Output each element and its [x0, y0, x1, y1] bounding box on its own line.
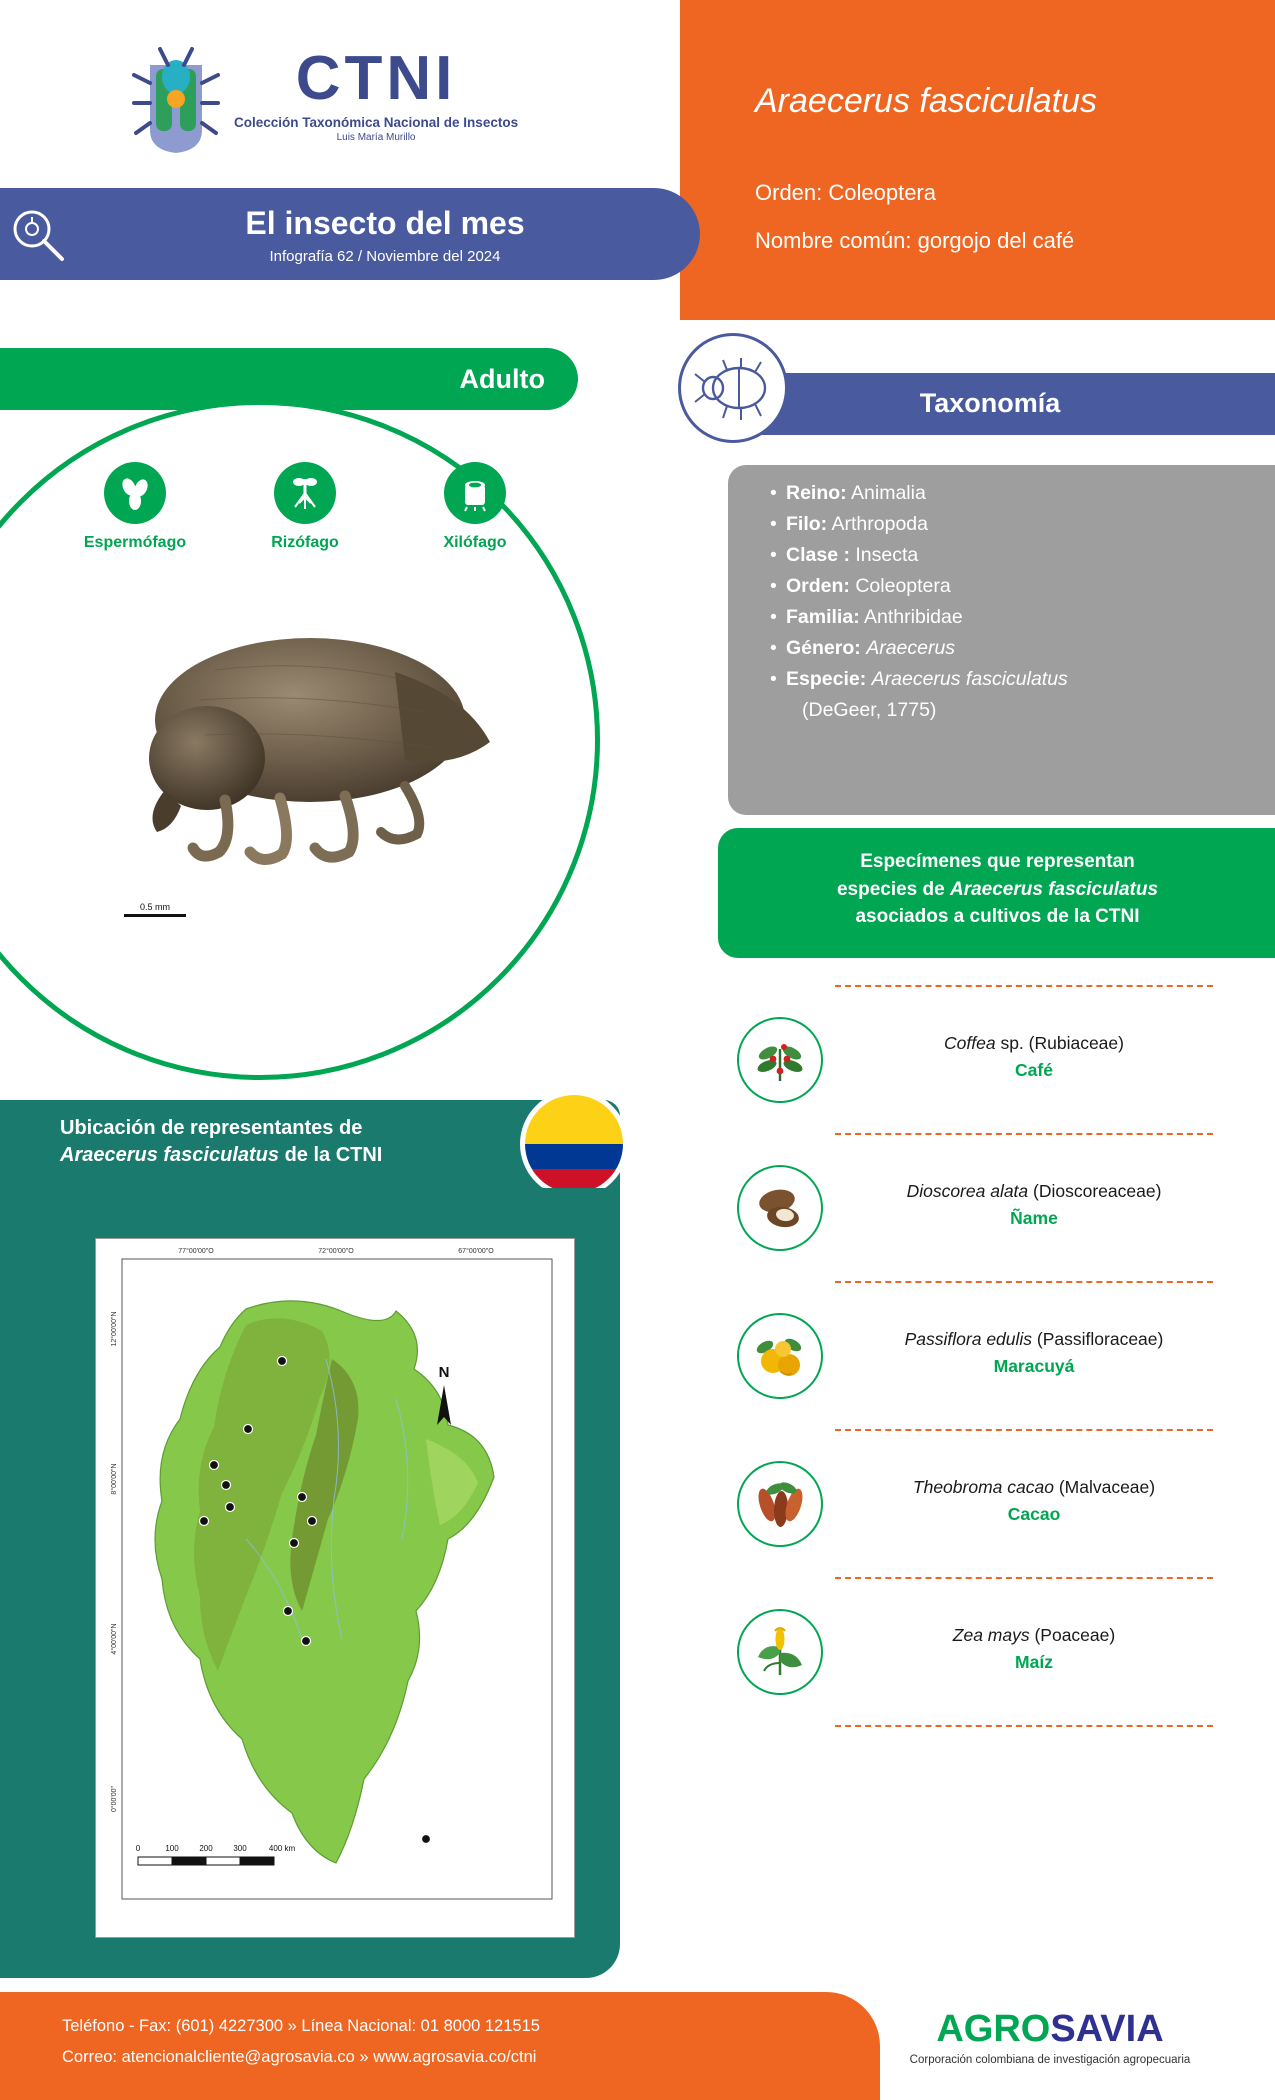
crop-genus-species: Dioscorea alata	[906, 1181, 1029, 1201]
crop-scientific-name	[845, 1625, 1223, 1646]
agrosavia-word-part1: AGRO	[936, 2008, 1051, 2050]
svg-text:N: N	[438, 1364, 450, 1381]
crop-genus-species: Theobroma cacao	[912, 1477, 1054, 1497]
crop-scientific-name	[845, 1181, 1223, 1202]
taxonomy-item-especie	[770, 664, 1260, 726]
occurrence-point	[222, 1481, 231, 1490]
crop-divider	[835, 985, 1213, 987]
crop-common-name: Maíz	[1015, 1652, 1053, 1672]
seed-icon	[104, 462, 166, 524]
passionfruit-icon	[737, 1313, 823, 1399]
taxonomy-value: Animalia	[851, 482, 926, 504]
crop-common-name: Maracuyá	[993, 1356, 1075, 1376]
cacao-icon	[737, 1461, 823, 1547]
occurrence-point	[302, 1637, 311, 1646]
taxonomy-rank: Género:	[786, 637, 861, 659]
occurrence-point	[290, 1539, 299, 1548]
beetle-outline-icon	[678, 333, 788, 443]
list-item	[845, 1577, 1245, 1725]
feeding-habit-espermofago	[60, 462, 210, 552]
coffee-plant-icon	[737, 1017, 823, 1103]
agrosavia-logo	[880, 2008, 1220, 2066]
scale-bar-label: 0.5 mm	[139, 902, 170, 912]
crop-genus-species: Passiflora edulis	[904, 1329, 1033, 1349]
svg-text:400 km: 400 km	[268, 1844, 296, 1853]
crop-common-name: Café	[1015, 1060, 1053, 1080]
map-lat-tick: 12°00'00"N	[111, 1311, 118, 1347]
header-right-orange-panel	[680, 0, 1275, 320]
taxonomy-rank: Clase :	[786, 544, 850, 566]
taxonomy-list	[770, 478, 1260, 726]
taxonomy-rank: Reino:	[786, 482, 847, 504]
flag-stripe-yellow	[525, 1095, 623, 1144]
crop-divider	[835, 1429, 1213, 1431]
crop-family: (Malvaceae)	[1053, 1477, 1156, 1497]
adult-beetle-photo	[95, 600, 525, 900]
wood-log-icon	[444, 462, 506, 524]
specimens-heading-species: Araecerus fasciculatus	[949, 878, 1159, 900]
logo-acronym: CTNI	[295, 43, 457, 113]
crop-common-name: Cacao	[1007, 1504, 1061, 1524]
footer-orange-panel	[0, 1992, 880, 2100]
crop-divider	[835, 1577, 1213, 1579]
taxonomy-rank: Familia:	[786, 606, 860, 628]
occurrence-point	[298, 1493, 307, 1502]
maize-icon	[737, 1609, 823, 1695]
scale-bar-line	[124, 914, 186, 917]
species-order-line: Orden: Coleoptera	[755, 180, 936, 205]
map-title-line2-rest: de la CTNI	[279, 1144, 383, 1166]
specimens-heading-line2-pre: especies de	[836, 878, 950, 900]
taxonomy-value: Araecerus fasciculatus	[871, 668, 1068, 690]
list-item	[845, 985, 1245, 1133]
svg-text:100: 100	[165, 1844, 179, 1853]
taxonomy-value: Coleoptera	[855, 575, 951, 597]
taxonomy-item-clase	[770, 540, 1260, 571]
map-lat-tick: 0°00'00"	[111, 1785, 118, 1813]
taxonomy-value: Araecerus	[866, 637, 956, 659]
feeding-habit-label: Espermófago	[83, 534, 187, 551]
taxonomy-item-filo	[770, 509, 1260, 540]
occurrence-point	[278, 1357, 287, 1366]
colombia-distribution-map	[95, 1238, 575, 1938]
crop-genus-species: Zea mays	[952, 1625, 1030, 1645]
root-icon	[274, 462, 336, 524]
svg-text:300: 300	[233, 1844, 247, 1853]
adulto-section-title: Adulto	[459, 364, 545, 394]
taxonomy-value: Anthribidae	[864, 606, 963, 628]
crop-family: (Poaceae)	[1029, 1625, 1116, 1645]
map-title-line1: Ubicación de representantes de	[60, 1117, 363, 1139]
crop-scientific-name	[845, 1477, 1223, 1498]
map-lat-tick: 4°00'00"N	[111, 1623, 118, 1655]
occurrence-point	[210, 1461, 219, 1470]
occurrence-point	[308, 1517, 317, 1526]
occurrence-point	[200, 1517, 209, 1526]
yam-icon	[737, 1165, 823, 1251]
taxonomy-item-genero	[770, 633, 1260, 664]
logo-subtitle-2: Luis María Murillo	[336, 131, 416, 143]
list-item	[845, 1133, 1245, 1281]
taxonomy-author-citation: (DeGeer, 1775)	[802, 699, 937, 721]
magnifier-icon	[8, 205, 70, 267]
associated-crops-list	[845, 985, 1245, 1725]
flag-stripe-blue	[525, 1144, 623, 1169]
feeding-habit-xilofago	[400, 462, 550, 552]
map-lon-tick: 77°00'00"O	[178, 1248, 214, 1255]
svg-text:0: 0	[135, 1844, 141, 1853]
colombia-flag-icon	[520, 1090, 628, 1198]
feeding-habits-group	[60, 462, 550, 552]
footer-contact-email: Correo: atencionalcliente@agrosavia.co » www.agrosavia.co/ctni	[62, 2048, 537, 2066]
map-lon-tick: 72°00'00"O	[318, 1248, 354, 1255]
beetle-logo-icon	[130, 35, 222, 155]
feeding-habit-label: Rizófago	[271, 534, 339, 551]
page-subtitle: Infografía 62 / Noviembre del 2024	[269, 248, 501, 265]
feeding-habit-rizofago	[230, 462, 380, 552]
map-lat-tick: 8°00'00"N	[111, 1463, 118, 1495]
crop-family: (Passifloraceae)	[1032, 1329, 1164, 1349]
taxonomy-item-orden	[770, 571, 1260, 602]
agrosavia-wordmark	[880, 2008, 1220, 2051]
occurrence-point	[284, 1607, 293, 1616]
crop-common-name: Ñame	[1010, 1208, 1058, 1228]
map-title	[60, 1115, 480, 1169]
taxonomy-rank: Especie:	[786, 668, 867, 690]
crop-family: sp. (Rubiaceae)	[995, 1033, 1124, 1053]
occurrence-point	[244, 1425, 253, 1434]
page-title: El insecto del mes	[245, 205, 525, 241]
taxonomy-value: Arthropoda	[831, 513, 928, 535]
occurrence-point	[422, 1835, 431, 1844]
crop-divider	[835, 1281, 1213, 1283]
list-item	[845, 1429, 1245, 1577]
crop-divider	[835, 1725, 1213, 1727]
species-common-name-line: Nombre común: gorgojo del café	[755, 228, 1075, 253]
list-item	[845, 1281, 1245, 1429]
svg-text:200: 200	[199, 1844, 213, 1853]
crop-genus-species: Coffea	[944, 1033, 996, 1053]
specimens-heading-line1: Especímenes que representan	[860, 851, 1135, 872]
agrosavia-tagline: Corporación colombiana de investigación agropecuaria	[909, 2054, 1191, 2066]
map-title-species: Araecerus fasciculatus	[60, 1144, 280, 1166]
taxonomy-item-reino	[770, 478, 1260, 509]
occurrence-point	[226, 1503, 235, 1512]
taxonomy-rank: Orden:	[786, 575, 850, 597]
crop-scientific-name	[845, 1033, 1223, 1054]
taxonomy-title: Taxonomía	[919, 388, 1061, 418]
taxonomy-value: Insecta	[855, 544, 919, 566]
feeding-habit-label: Xilófago	[443, 534, 507, 551]
ctni-logo	[130, 25, 590, 165]
logo-subtitle-1: Colección Taxonómica Nacional de Insectos	[234, 114, 519, 130]
taxonomy-item-familia	[770, 602, 1260, 633]
footer-contact-phone: Teléfono - Fax: (601) 4227300 » Línea Nacional: 01 8000 121515	[62, 2017, 540, 2035]
specimens-heading-text	[740, 848, 1255, 931]
crop-scientific-name	[845, 1329, 1223, 1350]
crop-divider	[835, 1133, 1213, 1135]
agrosavia-word-part2: SAVIA	[1050, 2008, 1164, 2050]
specimens-heading-line3: asociados a cultivos de la CTNI	[855, 906, 1140, 928]
taxonomy-rank: Filo:	[786, 513, 828, 535]
species-scientific-name: Araecerus fasciculatus	[755, 82, 1098, 120]
map-lon-tick: 67°00'00"O	[458, 1248, 494, 1255]
scale-bar	[124, 902, 186, 917]
crop-family: (Dioscoreaceae)	[1028, 1181, 1162, 1201]
